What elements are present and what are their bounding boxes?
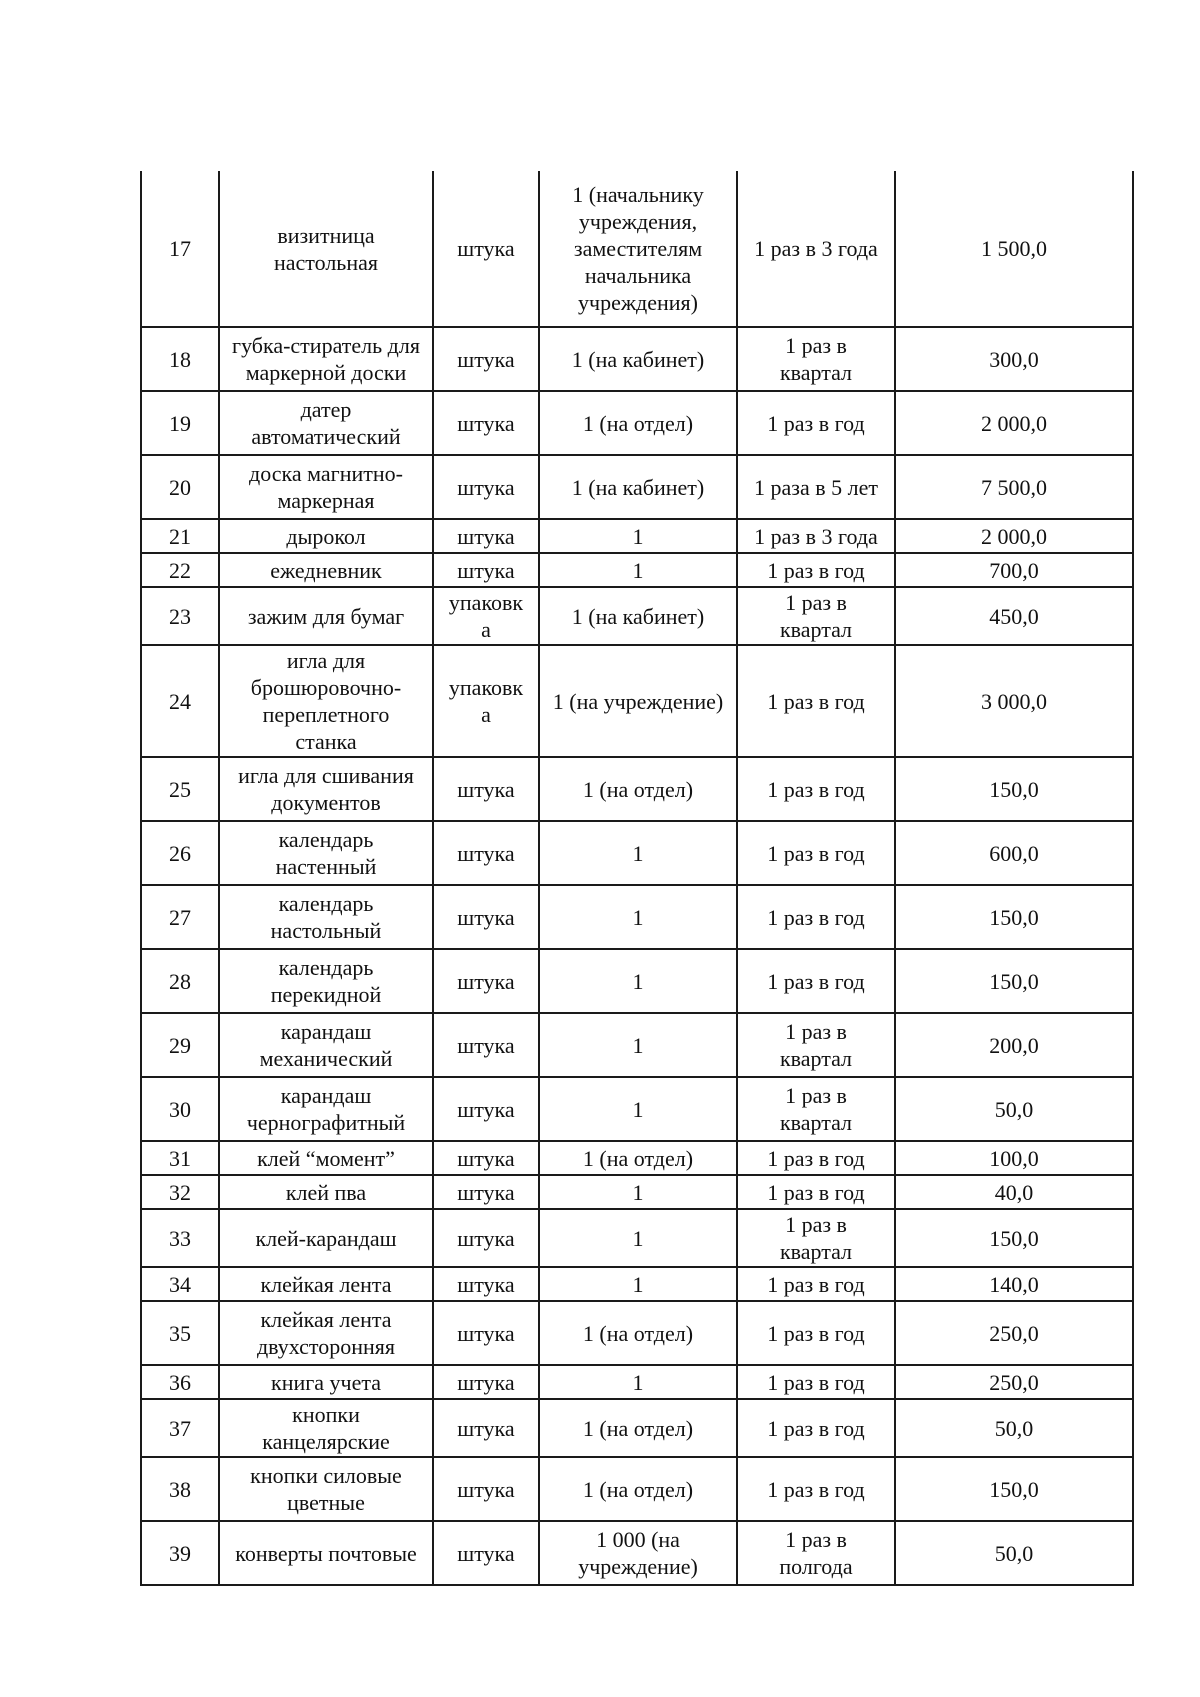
unit-cell: штука — [433, 1521, 539, 1585]
table-row — [141, 1077, 1133, 1141]
item-name-cell: конверты почтовые — [219, 1521, 433, 1585]
unit-cell: штука — [433, 553, 539, 587]
table-row — [141, 171, 1133, 327]
replacement-period-cell: 1 раз в год — [737, 553, 895, 587]
price-cell: 450,0 — [895, 587, 1133, 645]
table-row — [141, 519, 1133, 553]
price-cell: 50,0 — [895, 1077, 1133, 1141]
quantity-cell: 1 (на отдел) — [539, 757, 737, 821]
unit-cell: штука — [433, 1175, 539, 1209]
replacement-period-cell: 1 раз в год — [737, 1399, 895, 1457]
item-name-cell: книга учета — [219, 1365, 433, 1399]
row-number-cell: 37 — [141, 1399, 219, 1457]
item-name-cell: клей пва — [219, 1175, 433, 1209]
price-cell: 250,0 — [895, 1365, 1133, 1399]
quantity-cell: 1 (на отдел) — [539, 391, 737, 455]
row-number-cell: 24 — [141, 645, 219, 757]
quantity-cell: 1 — [539, 821, 737, 885]
unit-cell: штука — [433, 1399, 539, 1457]
item-name-cell: клейкая лента — [219, 1267, 433, 1301]
quantity-cell: 1 — [539, 519, 737, 553]
unit-cell: штука — [433, 391, 539, 455]
quantity-cell: 1 (начальнику учреждения, заместителям начальника учреждения) — [539, 171, 737, 327]
price-cell: 150,0 — [895, 949, 1133, 1013]
table-row — [141, 1267, 1133, 1301]
replacement-period-cell: 1 раз в год — [737, 1457, 895, 1521]
price-cell: 300,0 — [895, 327, 1133, 391]
unit-cell: упаковк а — [433, 587, 539, 645]
price-cell: 150,0 — [895, 885, 1133, 949]
replacement-period-cell: 1 раз в 3 года — [737, 171, 895, 327]
row-number-cell: 34 — [141, 1267, 219, 1301]
replacement-period-cell: 1 раз в год — [737, 1301, 895, 1365]
replacement-period-cell: 1 раз в год — [737, 885, 895, 949]
unit-cell: штука — [433, 1301, 539, 1365]
item-name-cell: клейкая лента двухсторонняя — [219, 1301, 433, 1365]
quantity-cell: 1 (на отдел) — [539, 1399, 737, 1457]
price-cell: 2 000,0 — [895, 519, 1133, 553]
item-name-cell: клей “момент” — [219, 1141, 433, 1175]
price-cell: 40,0 — [895, 1175, 1133, 1209]
price-cell: 2 000,0 — [895, 391, 1133, 455]
quantity-cell: 1 — [539, 1077, 737, 1141]
unit-cell: штука — [433, 1457, 539, 1521]
item-name-cell: губка-стиратель для маркерной доски — [219, 327, 433, 391]
price-cell: 150,0 — [895, 1209, 1133, 1267]
unit-cell: штука — [433, 1209, 539, 1267]
price-cell: 3 000,0 — [895, 645, 1133, 757]
item-name-cell: игла для сшивания документов — [219, 757, 433, 821]
row-number-cell: 33 — [141, 1209, 219, 1267]
item-name-cell: клей-карандаш — [219, 1209, 433, 1267]
price-cell: 600,0 — [895, 821, 1133, 885]
replacement-period-cell: 1 раз в год — [737, 1365, 895, 1399]
unit-cell: штука — [433, 885, 539, 949]
table-row — [141, 949, 1133, 1013]
replacement-period-cell: 1 раз в квартал — [737, 1209, 895, 1267]
replacement-period-cell: 1 раз в полгода — [737, 1521, 895, 1585]
replacement-period-cell: 1 раз в 3 года — [737, 519, 895, 553]
row-number-cell: 17 — [141, 171, 219, 327]
row-number-cell: 29 — [141, 1013, 219, 1077]
quantity-cell: 1 — [539, 1209, 737, 1267]
replacement-period-cell: 1 раз в квартал — [737, 1013, 895, 1077]
item-name-cell: кнопки канцелярские — [219, 1399, 433, 1457]
row-number-cell: 36 — [141, 1365, 219, 1399]
price-cell: 50,0 — [895, 1521, 1133, 1585]
row-number-cell: 28 — [141, 949, 219, 1013]
table-row — [141, 455, 1133, 519]
replacement-period-cell: 1 раз в квартал — [737, 587, 895, 645]
item-name-cell: ежедневник — [219, 553, 433, 587]
replacement-period-cell: 1 раз в квартал — [737, 1077, 895, 1141]
table-row — [141, 1521, 1133, 1585]
table-row — [141, 1301, 1133, 1365]
unit-cell: штука — [433, 1013, 539, 1077]
row-number-cell: 22 — [141, 553, 219, 587]
item-name-cell: календарь перекидной — [219, 949, 433, 1013]
price-cell: 140,0 — [895, 1267, 1133, 1301]
unit-cell: штука — [433, 1077, 539, 1141]
quantity-cell: 1 000 (на учреждение) — [539, 1521, 737, 1585]
item-name-cell: зажим для бумаг — [219, 587, 433, 645]
replacement-period-cell: 1 раза в 5 лет — [737, 455, 895, 519]
item-name-cell: карандаш механический — [219, 1013, 433, 1077]
replacement-period-cell: 1 раз в квартал — [737, 327, 895, 391]
quantity-cell: 1 (на отдел) — [539, 1301, 737, 1365]
quantity-cell: 1 — [539, 1267, 737, 1301]
item-name-cell: игла для брошюровочно- переплетного станка — [219, 645, 433, 757]
unit-cell: штука — [433, 1141, 539, 1175]
table-row — [141, 1141, 1133, 1175]
quantity-cell: 1 — [539, 1013, 737, 1077]
table-row — [141, 1399, 1133, 1457]
row-number-cell: 30 — [141, 1077, 219, 1141]
price-cell: 150,0 — [895, 1457, 1133, 1521]
item-name-cell: календарь настольный — [219, 885, 433, 949]
row-number-cell: 20 — [141, 455, 219, 519]
unit-cell: штука — [433, 821, 539, 885]
item-name-cell: карандаш чернографитный — [219, 1077, 433, 1141]
price-cell: 100,0 — [895, 1141, 1133, 1175]
replacement-period-cell: 1 раз в год — [737, 391, 895, 455]
quantity-cell: 1 — [539, 949, 737, 1013]
quantity-cell: 1 — [539, 1175, 737, 1209]
item-name-cell: календарь настенный — [219, 821, 433, 885]
table-row — [141, 821, 1133, 885]
price-cell: 7 500,0 — [895, 455, 1133, 519]
row-number-cell: 27 — [141, 885, 219, 949]
row-number-cell: 26 — [141, 821, 219, 885]
table-row — [141, 553, 1133, 587]
item-name-cell: дырокол — [219, 519, 433, 553]
table-body — [141, 171, 1133, 1585]
price-cell: 150,0 — [895, 757, 1133, 821]
unit-cell: штука — [433, 1365, 539, 1399]
unit-cell: штука — [433, 455, 539, 519]
unit-cell: упаковк а — [433, 645, 539, 757]
item-name-cell: доска магнитно- маркерная — [219, 455, 433, 519]
price-cell: 250,0 — [895, 1301, 1133, 1365]
unit-cell: штука — [433, 519, 539, 553]
unit-cell: штука — [433, 757, 539, 821]
quantity-cell: 1 (на отдел) — [539, 1141, 737, 1175]
row-number-cell: 23 — [141, 587, 219, 645]
table-row — [141, 587, 1133, 645]
price-cell: 1 500,0 — [895, 171, 1133, 327]
unit-cell: штука — [433, 171, 539, 327]
quantity-cell: 1 (на отдел) — [539, 1457, 737, 1521]
table-row — [141, 645, 1133, 757]
table-row — [141, 1209, 1133, 1267]
item-name-cell: датер автоматический — [219, 391, 433, 455]
row-number-cell: 32 — [141, 1175, 219, 1209]
quantity-cell: 1 (на кабинет) — [539, 327, 737, 391]
row-number-cell: 31 — [141, 1141, 219, 1175]
unit-cell: штука — [433, 1267, 539, 1301]
quantity-cell: 1 — [539, 885, 737, 949]
replacement-period-cell: 1 раз в год — [737, 949, 895, 1013]
table-row — [141, 1013, 1133, 1077]
quantity-cell: 1 (на кабинет) — [539, 587, 737, 645]
price-cell: 700,0 — [895, 553, 1133, 587]
replacement-period-cell: 1 раз в год — [737, 1141, 895, 1175]
item-name-cell: визитница настольная — [219, 171, 433, 327]
table-row — [141, 1365, 1133, 1399]
quantity-cell: 1 — [539, 1365, 737, 1399]
replacement-period-cell: 1 раз в год — [737, 1267, 895, 1301]
unit-cell: штука — [433, 327, 539, 391]
table-row — [141, 391, 1133, 455]
table-row — [141, 885, 1133, 949]
table-row — [141, 327, 1133, 391]
row-number-cell: 19 — [141, 391, 219, 455]
price-cell: 50,0 — [895, 1399, 1133, 1457]
replacement-period-cell: 1 раз в год — [737, 757, 895, 821]
row-number-cell: 38 — [141, 1457, 219, 1521]
replacement-period-cell: 1 раз в год — [737, 1175, 895, 1209]
row-number-cell: 25 — [141, 757, 219, 821]
quantity-cell: 1 (на учреждение) — [539, 645, 737, 757]
quantity-cell: 1 (на кабинет) — [539, 455, 737, 519]
quantity-cell: 1 — [539, 553, 737, 587]
table-row — [141, 1457, 1133, 1521]
row-number-cell: 21 — [141, 519, 219, 553]
unit-cell: штука — [433, 949, 539, 1013]
supply-norms-table — [140, 171, 1134, 1586]
replacement-period-cell: 1 раз в год — [737, 821, 895, 885]
row-number-cell: 39 — [141, 1521, 219, 1585]
table-row — [141, 757, 1133, 821]
item-name-cell: кнопки силовые цветные — [219, 1457, 433, 1521]
price-cell: 200,0 — [895, 1013, 1133, 1077]
row-number-cell: 18 — [141, 327, 219, 391]
table-row — [141, 1175, 1133, 1209]
row-number-cell: 35 — [141, 1301, 219, 1365]
replacement-period-cell: 1 раз в год — [737, 645, 895, 757]
